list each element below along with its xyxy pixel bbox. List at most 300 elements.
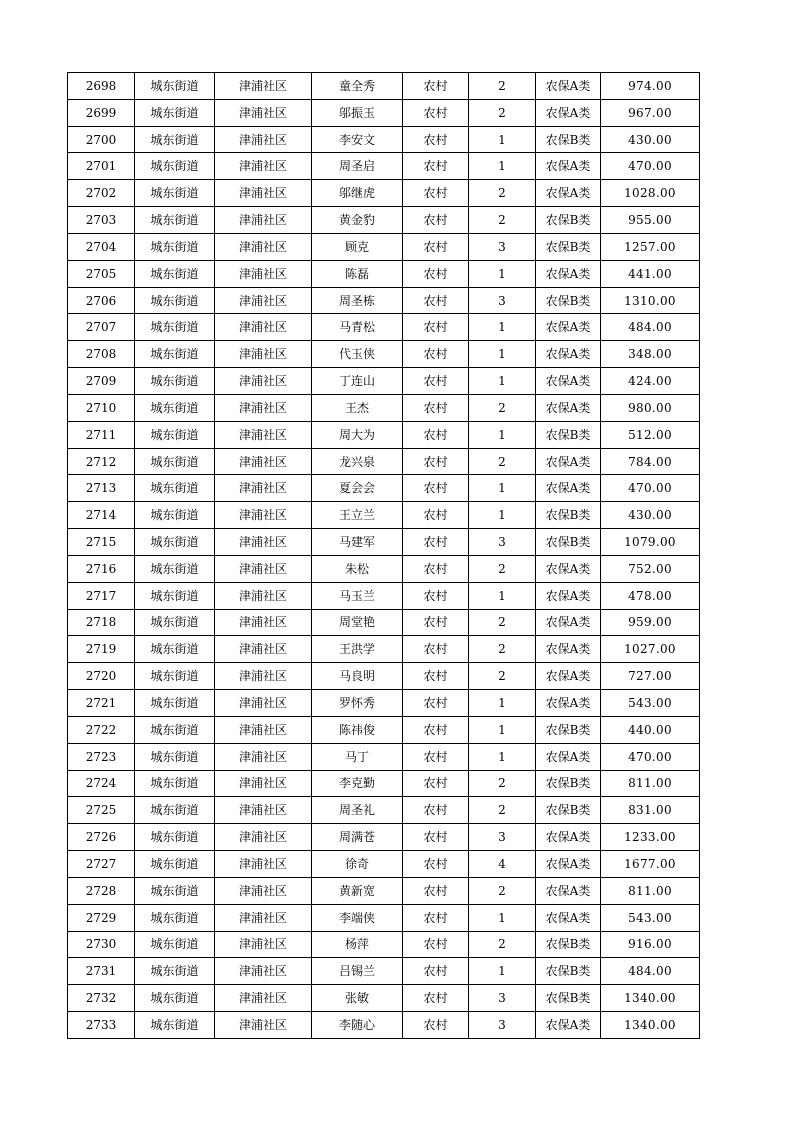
community-cell: 津浦社区 (215, 153, 312, 180)
person-name-cell: 马建军 (312, 529, 403, 556)
person-name-cell: 陈磊 (312, 260, 403, 287)
person-name-cell: 代玉侠 (312, 341, 403, 368)
table-row (68, 690, 700, 717)
serial-number-cell: 2733 (68, 1011, 135, 1038)
amount-cell: 440.00 (601, 716, 700, 743)
serial-number-cell: 2720 (68, 663, 135, 690)
insurance-category-cell: 农保B类 (536, 716, 601, 743)
table-row (68, 207, 700, 234)
household-count-cell: 1 (469, 153, 536, 180)
table-row (68, 502, 700, 529)
serial-number-cell: 2717 (68, 582, 135, 609)
area-type-cell: 农村 (403, 73, 469, 100)
street-cell: 城东街道 (135, 448, 215, 475)
community-cell: 津浦社区 (215, 341, 312, 368)
area-type-cell: 农村 (403, 582, 469, 609)
person-name-cell: 吕锡兰 (312, 958, 403, 985)
amount-cell: 1340.00 (601, 1011, 700, 1038)
person-name-cell: 陈祎俊 (312, 716, 403, 743)
street-cell: 城东街道 (135, 690, 215, 717)
person-name-cell: 邬继虎 (312, 180, 403, 207)
serial-number-cell: 2715 (68, 529, 135, 556)
insurance-category-cell: 农保A类 (536, 609, 601, 636)
community-cell: 津浦社区 (215, 743, 312, 770)
insurance-category-cell: 农保A类 (536, 663, 601, 690)
street-cell: 城东街道 (135, 287, 215, 314)
table-row (68, 394, 700, 421)
person-name-cell: 顾克 (312, 233, 403, 260)
person-name-cell: 邬振玉 (312, 99, 403, 126)
serial-number-cell: 2700 (68, 126, 135, 153)
household-count-cell: 2 (469, 394, 536, 421)
table-row (68, 716, 700, 743)
area-type-cell: 农村 (403, 314, 469, 341)
community-cell: 津浦社区 (215, 1011, 312, 1038)
person-name-cell: 周大为 (312, 421, 403, 448)
serial-number-cell: 2721 (68, 690, 135, 717)
table-row (68, 636, 700, 663)
community-cell: 津浦社区 (215, 690, 312, 717)
amount-cell: 1079.00 (601, 529, 700, 556)
amount-cell: 484.00 (601, 314, 700, 341)
serial-number-cell: 2716 (68, 555, 135, 582)
street-cell: 城东街道 (135, 636, 215, 663)
person-name-cell: 马丁 (312, 743, 403, 770)
insurance-category-cell: 农保B类 (536, 529, 601, 556)
amount-cell: 784.00 (601, 448, 700, 475)
serial-number-cell: 2705 (68, 260, 135, 287)
household-count-cell: 1 (469, 582, 536, 609)
community-cell: 津浦社区 (215, 126, 312, 153)
amount-cell: 752.00 (601, 555, 700, 582)
person-name-cell: 罗怀秀 (312, 690, 403, 717)
amount-cell: 1028.00 (601, 180, 700, 207)
insurance-category-cell: 农保A类 (536, 824, 601, 851)
area-type-cell: 农村 (403, 421, 469, 448)
table-body (68, 73, 700, 1039)
area-type-cell: 农村 (403, 851, 469, 878)
area-type-cell: 农村 (403, 99, 469, 126)
area-type-cell: 农村 (403, 394, 469, 421)
table-row (68, 770, 700, 797)
area-type-cell: 农村 (403, 502, 469, 529)
amount-cell: 1233.00 (601, 824, 700, 851)
insurance-category-cell: 农保B类 (536, 797, 601, 824)
amount-cell: 916.00 (601, 931, 700, 958)
table-row (68, 260, 700, 287)
street-cell: 城东街道 (135, 314, 215, 341)
household-count-cell: 1 (469, 421, 536, 448)
serial-number-cell: 2730 (68, 931, 135, 958)
document-page (67, 72, 699, 1039)
table-row (68, 314, 700, 341)
table-row (68, 233, 700, 260)
household-count-cell: 2 (469, 636, 536, 663)
community-cell: 津浦社区 (215, 260, 312, 287)
street-cell: 城东街道 (135, 180, 215, 207)
insurance-category-cell: 农保A类 (536, 260, 601, 287)
serial-number-cell: 2706 (68, 287, 135, 314)
serial-number-cell: 2699 (68, 99, 135, 126)
table-row (68, 153, 700, 180)
community-cell: 津浦社区 (215, 180, 312, 207)
table-row (68, 797, 700, 824)
serial-number-cell: 2704 (68, 233, 135, 260)
serial-number-cell: 2725 (68, 797, 135, 824)
household-count-cell: 2 (469, 797, 536, 824)
table-row (68, 985, 700, 1012)
street-cell: 城东街道 (135, 958, 215, 985)
amount-cell: 1027.00 (601, 636, 700, 663)
household-count-cell: 3 (469, 287, 536, 314)
amount-cell: 831.00 (601, 797, 700, 824)
street-cell: 城东街道 (135, 555, 215, 582)
table-row (68, 931, 700, 958)
insurance-category-cell: 农保A类 (536, 73, 601, 100)
serial-number-cell: 2718 (68, 609, 135, 636)
area-type-cell: 农村 (403, 341, 469, 368)
amount-cell: 478.00 (601, 582, 700, 609)
area-type-cell: 农村 (403, 904, 469, 931)
street-cell: 城东街道 (135, 341, 215, 368)
serial-number-cell: 2726 (68, 824, 135, 851)
insurance-category-cell: 农保A类 (536, 877, 601, 904)
amount-cell: 967.00 (601, 99, 700, 126)
table-row (68, 180, 700, 207)
insurance-category-cell: 农保B类 (536, 126, 601, 153)
area-type-cell: 农村 (403, 207, 469, 234)
table-row (68, 555, 700, 582)
table-row (68, 529, 700, 556)
table-row (68, 99, 700, 126)
household-count-cell: 3 (469, 824, 536, 851)
person-name-cell: 夏会会 (312, 475, 403, 502)
table-row (68, 663, 700, 690)
household-count-cell: 2 (469, 73, 536, 100)
household-count-cell: 1 (469, 341, 536, 368)
amount-cell: 543.00 (601, 904, 700, 931)
amount-cell: 1677.00 (601, 851, 700, 878)
table-row (68, 877, 700, 904)
area-type-cell: 农村 (403, 555, 469, 582)
serial-number-cell: 2703 (68, 207, 135, 234)
area-type-cell: 农村 (403, 529, 469, 556)
allowance-table (67, 72, 700, 1039)
community-cell: 津浦社区 (215, 73, 312, 100)
area-type-cell: 农村 (403, 824, 469, 851)
table-row (68, 475, 700, 502)
person-name-cell: 李安文 (312, 126, 403, 153)
household-count-cell: 2 (469, 207, 536, 234)
serial-number-cell: 2714 (68, 502, 135, 529)
serial-number-cell: 2719 (68, 636, 135, 663)
insurance-category-cell: 农保A类 (536, 448, 601, 475)
serial-number-cell: 2709 (68, 368, 135, 395)
insurance-category-cell: 农保B类 (536, 931, 601, 958)
household-count-cell: 3 (469, 985, 536, 1012)
area-type-cell: 农村 (403, 636, 469, 663)
insurance-category-cell: 农保A类 (536, 743, 601, 770)
community-cell: 津浦社区 (215, 904, 312, 931)
community-cell: 津浦社区 (215, 877, 312, 904)
person-name-cell: 李随心 (312, 1011, 403, 1038)
household-count-cell: 2 (469, 555, 536, 582)
person-name-cell: 童全秀 (312, 73, 403, 100)
community-cell: 津浦社区 (215, 421, 312, 448)
person-name-cell: 马良明 (312, 663, 403, 690)
area-type-cell: 农村 (403, 958, 469, 985)
insurance-category-cell: 农保A类 (536, 368, 601, 395)
street-cell: 城东街道 (135, 851, 215, 878)
person-name-cell: 周堂艳 (312, 609, 403, 636)
insurance-category-cell: 农保A类 (536, 180, 601, 207)
table-row (68, 73, 700, 100)
area-type-cell: 农村 (403, 448, 469, 475)
person-name-cell: 龙兴泉 (312, 448, 403, 475)
street-cell: 城东街道 (135, 1011, 215, 1038)
amount-cell: 430.00 (601, 502, 700, 529)
serial-number-cell: 2727 (68, 851, 135, 878)
person-name-cell: 丁连山 (312, 368, 403, 395)
amount-cell: 543.00 (601, 690, 700, 717)
insurance-category-cell: 农保A类 (536, 314, 601, 341)
street-cell: 城东街道 (135, 529, 215, 556)
amount-cell: 974.00 (601, 73, 700, 100)
person-name-cell: 杨萍 (312, 931, 403, 958)
amount-cell: 955.00 (601, 207, 700, 234)
household-count-cell: 1 (469, 502, 536, 529)
household-count-cell: 1 (469, 314, 536, 341)
street-cell: 城东街道 (135, 985, 215, 1012)
insurance-category-cell: 农保B类 (536, 958, 601, 985)
person-name-cell: 王杰 (312, 394, 403, 421)
community-cell: 津浦社区 (215, 99, 312, 126)
community-cell: 津浦社区 (215, 368, 312, 395)
person-name-cell: 周圣礼 (312, 797, 403, 824)
street-cell: 城东街道 (135, 716, 215, 743)
person-name-cell: 张敏 (312, 985, 403, 1012)
household-count-cell: 1 (469, 260, 536, 287)
table-row (68, 824, 700, 851)
amount-cell: 348.00 (601, 341, 700, 368)
insurance-category-cell: 农保A类 (536, 851, 601, 878)
amount-cell: 959.00 (601, 609, 700, 636)
serial-number-cell: 2724 (68, 770, 135, 797)
area-type-cell: 农村 (403, 475, 469, 502)
household-count-cell: 2 (469, 609, 536, 636)
community-cell: 津浦社区 (215, 314, 312, 341)
area-type-cell: 农村 (403, 153, 469, 180)
household-count-cell: 3 (469, 529, 536, 556)
amount-cell: 470.00 (601, 475, 700, 502)
area-type-cell: 农村 (403, 126, 469, 153)
street-cell: 城东街道 (135, 207, 215, 234)
area-type-cell: 农村 (403, 1011, 469, 1038)
insurance-category-cell: 农保A类 (536, 582, 601, 609)
insurance-category-cell: 农保B类 (536, 421, 601, 448)
amount-cell: 727.00 (601, 663, 700, 690)
area-type-cell: 农村 (403, 180, 469, 207)
street-cell: 城东街道 (135, 126, 215, 153)
community-cell: 津浦社区 (215, 931, 312, 958)
person-name-cell: 黄金豹 (312, 207, 403, 234)
street-cell: 城东街道 (135, 368, 215, 395)
person-name-cell: 周满苍 (312, 824, 403, 851)
serial-number-cell: 2723 (68, 743, 135, 770)
household-count-cell: 3 (469, 1011, 536, 1038)
insurance-category-cell: 农保B类 (536, 502, 601, 529)
street-cell: 城东街道 (135, 233, 215, 260)
serial-number-cell: 2729 (68, 904, 135, 931)
insurance-category-cell: 农保A类 (536, 555, 601, 582)
serial-number-cell: 2710 (68, 394, 135, 421)
community-cell: 津浦社区 (215, 448, 312, 475)
serial-number-cell: 2708 (68, 341, 135, 368)
community-cell: 津浦社区 (215, 985, 312, 1012)
insurance-category-cell: 农保B类 (536, 985, 601, 1012)
household-count-cell: 1 (469, 716, 536, 743)
serial-number-cell: 2707 (68, 314, 135, 341)
area-type-cell: 农村 (403, 233, 469, 260)
amount-cell: 1310.00 (601, 287, 700, 314)
household-count-cell: 1 (469, 368, 536, 395)
street-cell: 城东街道 (135, 824, 215, 851)
insurance-category-cell: 农保A类 (536, 690, 601, 717)
area-type-cell: 农村 (403, 368, 469, 395)
insurance-category-cell: 农保A类 (536, 636, 601, 663)
community-cell: 津浦社区 (215, 394, 312, 421)
area-type-cell: 农村 (403, 609, 469, 636)
community-cell: 津浦社区 (215, 851, 312, 878)
household-count-cell: 2 (469, 931, 536, 958)
household-count-cell: 1 (469, 126, 536, 153)
serial-number-cell: 2698 (68, 73, 135, 100)
community-cell: 津浦社区 (215, 609, 312, 636)
insurance-category-cell: 农保A类 (536, 475, 601, 502)
street-cell: 城东街道 (135, 743, 215, 770)
table-row (68, 958, 700, 985)
community-cell: 津浦社区 (215, 207, 312, 234)
person-name-cell: 黄新宽 (312, 877, 403, 904)
street-cell: 城东街道 (135, 904, 215, 931)
street-cell: 城东街道 (135, 153, 215, 180)
street-cell: 城东街道 (135, 877, 215, 904)
community-cell: 津浦社区 (215, 770, 312, 797)
area-type-cell: 农村 (403, 931, 469, 958)
person-name-cell: 马青松 (312, 314, 403, 341)
street-cell: 城东街道 (135, 663, 215, 690)
community-cell: 津浦社区 (215, 529, 312, 556)
community-cell: 津浦社区 (215, 475, 312, 502)
street-cell: 城东街道 (135, 260, 215, 287)
street-cell: 城东街道 (135, 770, 215, 797)
street-cell: 城东街道 (135, 797, 215, 824)
amount-cell: 430.00 (601, 126, 700, 153)
household-count-cell: 1 (469, 475, 536, 502)
household-count-cell: 1 (469, 743, 536, 770)
household-count-cell: 1 (469, 904, 536, 931)
household-count-cell: 2 (469, 99, 536, 126)
area-type-cell: 农村 (403, 877, 469, 904)
person-name-cell: 王立兰 (312, 502, 403, 529)
insurance-category-cell: 农保A类 (536, 904, 601, 931)
household-count-cell: 1 (469, 958, 536, 985)
person-name-cell: 周圣启 (312, 153, 403, 180)
household-count-cell: 1 (469, 690, 536, 717)
serial-number-cell: 2711 (68, 421, 135, 448)
street-cell: 城东街道 (135, 609, 215, 636)
street-cell: 城东街道 (135, 421, 215, 448)
community-cell: 津浦社区 (215, 555, 312, 582)
community-cell: 津浦社区 (215, 287, 312, 314)
street-cell: 城东街道 (135, 475, 215, 502)
area-type-cell: 农村 (403, 770, 469, 797)
community-cell: 津浦社区 (215, 582, 312, 609)
community-cell: 津浦社区 (215, 824, 312, 851)
table-row (68, 851, 700, 878)
amount-cell: 811.00 (601, 877, 700, 904)
person-name-cell: 马玉兰 (312, 582, 403, 609)
household-count-cell: 2 (469, 663, 536, 690)
serial-number-cell: 2713 (68, 475, 135, 502)
amount-cell: 484.00 (601, 958, 700, 985)
person-name-cell: 徐奇 (312, 851, 403, 878)
amount-cell: 424.00 (601, 368, 700, 395)
table-row (68, 448, 700, 475)
serial-number-cell: 2732 (68, 985, 135, 1012)
amount-cell: 441.00 (601, 260, 700, 287)
serial-number-cell: 2722 (68, 716, 135, 743)
household-count-cell: 2 (469, 448, 536, 475)
household-count-cell: 2 (469, 770, 536, 797)
amount-cell: 1257.00 (601, 233, 700, 260)
area-type-cell: 农村 (403, 743, 469, 770)
table-row (68, 743, 700, 770)
insurance-category-cell: 农保B类 (536, 233, 601, 260)
community-cell: 津浦社区 (215, 233, 312, 260)
serial-number-cell: 2731 (68, 958, 135, 985)
table-row (68, 126, 700, 153)
area-type-cell: 农村 (403, 716, 469, 743)
table-row (68, 287, 700, 314)
amount-cell: 980.00 (601, 394, 700, 421)
person-name-cell: 王洪学 (312, 636, 403, 663)
street-cell: 城东街道 (135, 502, 215, 529)
area-type-cell: 农村 (403, 797, 469, 824)
serial-number-cell: 2702 (68, 180, 135, 207)
area-type-cell: 农村 (403, 985, 469, 1012)
insurance-category-cell: 农保B类 (536, 207, 601, 234)
serial-number-cell: 2712 (68, 448, 135, 475)
person-name-cell: 朱松 (312, 555, 403, 582)
street-cell: 城东街道 (135, 394, 215, 421)
household-count-cell: 2 (469, 877, 536, 904)
table-row (68, 341, 700, 368)
amount-cell: 470.00 (601, 153, 700, 180)
table-row (68, 368, 700, 395)
amount-cell: 512.00 (601, 421, 700, 448)
household-count-cell: 2 (469, 180, 536, 207)
person-name-cell: 李端侠 (312, 904, 403, 931)
table-row (68, 421, 700, 448)
serial-number-cell: 2701 (68, 153, 135, 180)
community-cell: 津浦社区 (215, 636, 312, 663)
area-type-cell: 农村 (403, 690, 469, 717)
table-row (68, 609, 700, 636)
street-cell: 城东街道 (135, 73, 215, 100)
insurance-category-cell: 农保B类 (536, 770, 601, 797)
insurance-category-cell: 农保B类 (536, 287, 601, 314)
